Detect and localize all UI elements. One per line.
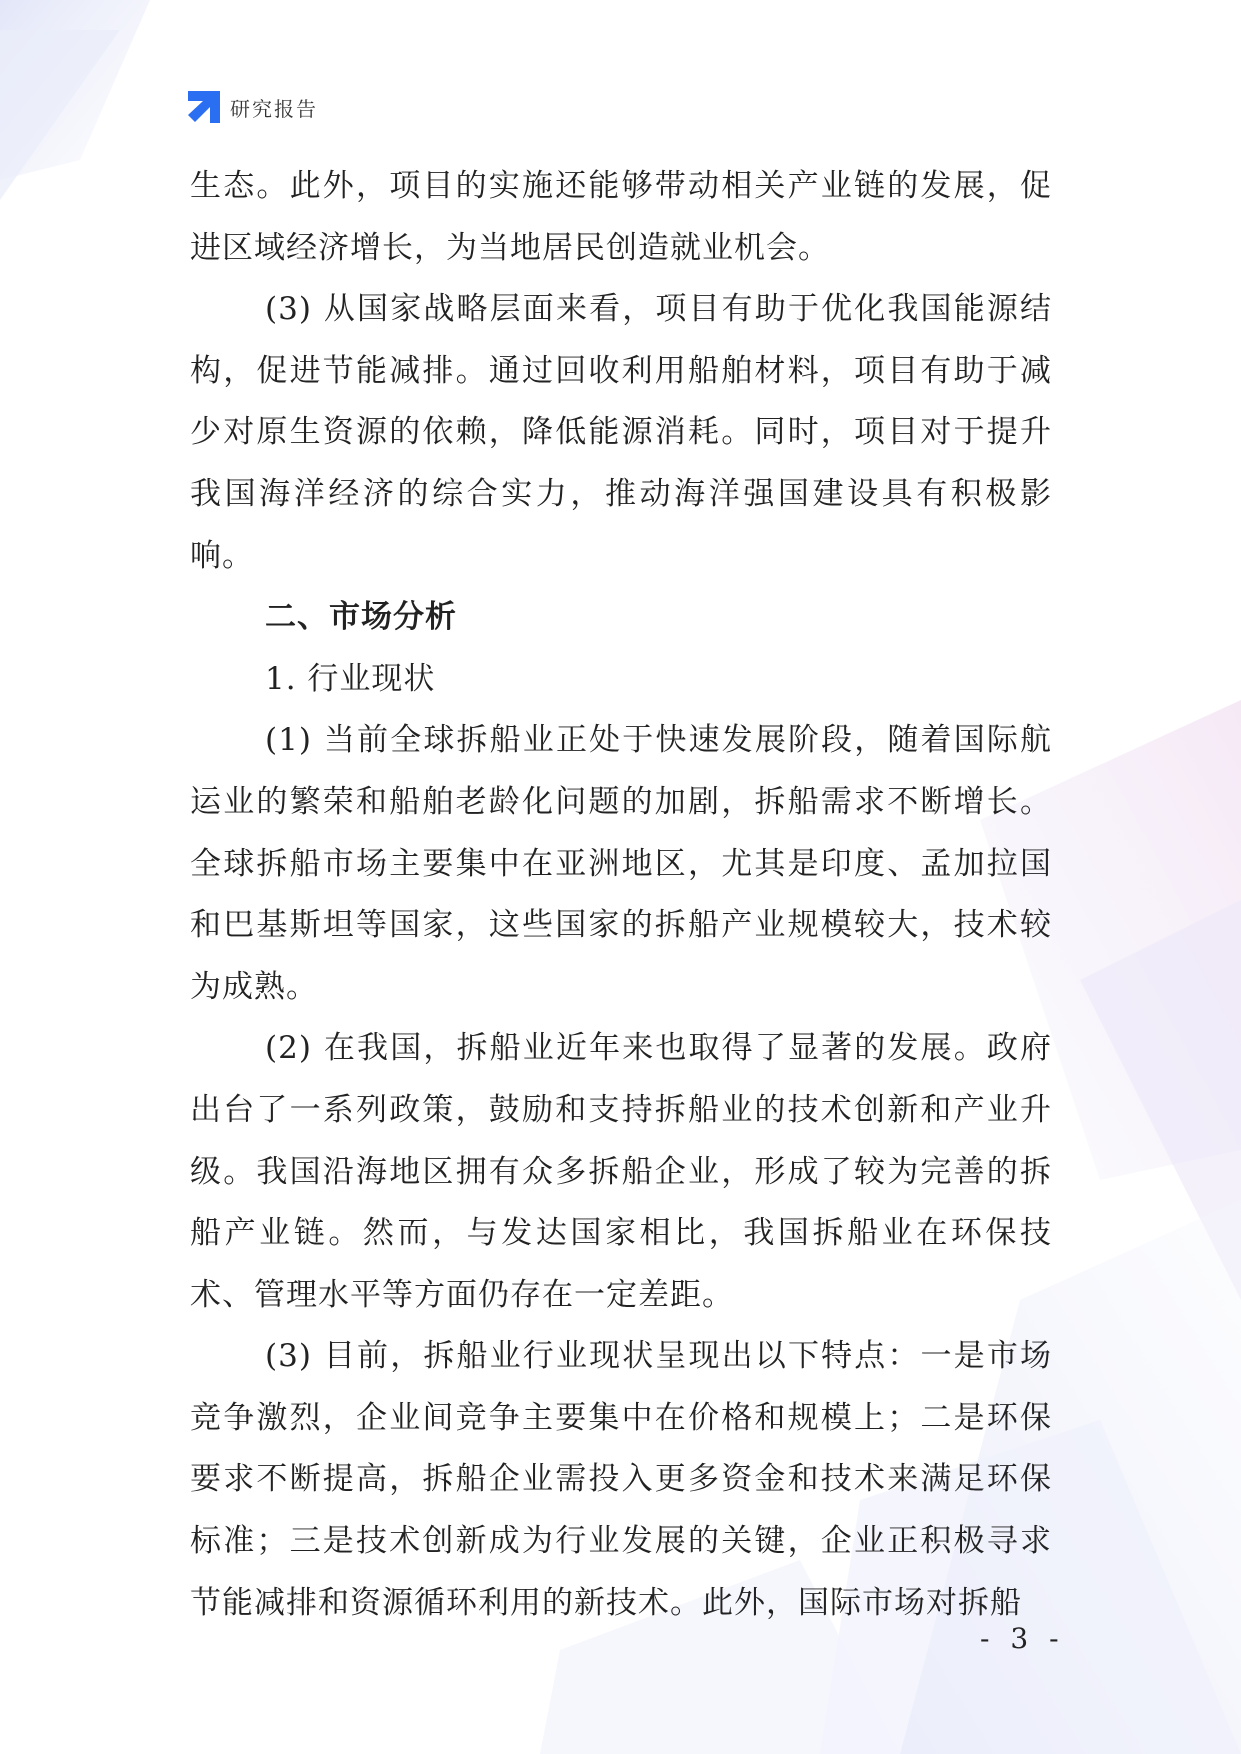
section-heading: 二、市场分析 [265, 599, 457, 636]
paragraph-continuation: 生态。此外，项目的实施还能够带动相关产业链的发展，促进区域经济增长，为当地居民创造就业机会。 [190, 168, 1052, 266]
page-number: - 3 - [980, 1622, 1065, 1655]
paragraph-national-strategy: (3) 从国家战略层面来看，项目有助于优化我国能源结构，促进节能减排。通过回收利用船舶材料，项目有助于减少对原生资源的依赖，降低能源消耗。同时，项目对于提升我国海洋经济的综合实力，推动海洋强国建设具有积极影响。 [190, 291, 1052, 574]
paragraph-global-industry: (1) 当前全球拆船业正处于快速发展阶段，随着国际航运业的繁荣和船舶老龄化问题的加剧，拆船需求不断增长。全球拆船市场主要集中在亚洲地区，尤其是印度、孟加拉国和巴基斯坦等国家，这些国家的拆船产业规模较大，技术较为成熟。 [190, 722, 1052, 1005]
document-body [190, 156, 1052, 1634]
paragraph-domestic-industry: (2) 在我国，拆船业近年来也取得了显著的发展。政府出台了一系列政策，鼓励和支持拆船业的技术创新和产业升级。我国沿海地区拥有众多拆船企业，形成了较为完善的拆船产业链。然而，与发达国家相比，我国拆船业在环保技术、管理水平等方面仍存在一定差距。 [190, 1030, 1052, 1313]
header-title: 研究报告 [230, 96, 318, 121]
paragraph-industry-features: (3) 目前，拆船业行业现状呈现出以下特点：一是市场竞争激烈，企业间竞争主要集中在价格和规模上；二是环保要求不断提高，拆船企业需投入更多资金和技术来满足环保标准；三是技术创新成为行业发展的关键，企业正积极寻求节能减排和资源循环利用的新技术。此外，国际市场对拆船 [190, 1338, 1052, 1621]
arrow-logo-icon [188, 91, 220, 123]
subsection-heading: 1. 行业现状 [265, 660, 436, 697]
report-header [188, 90, 318, 124]
